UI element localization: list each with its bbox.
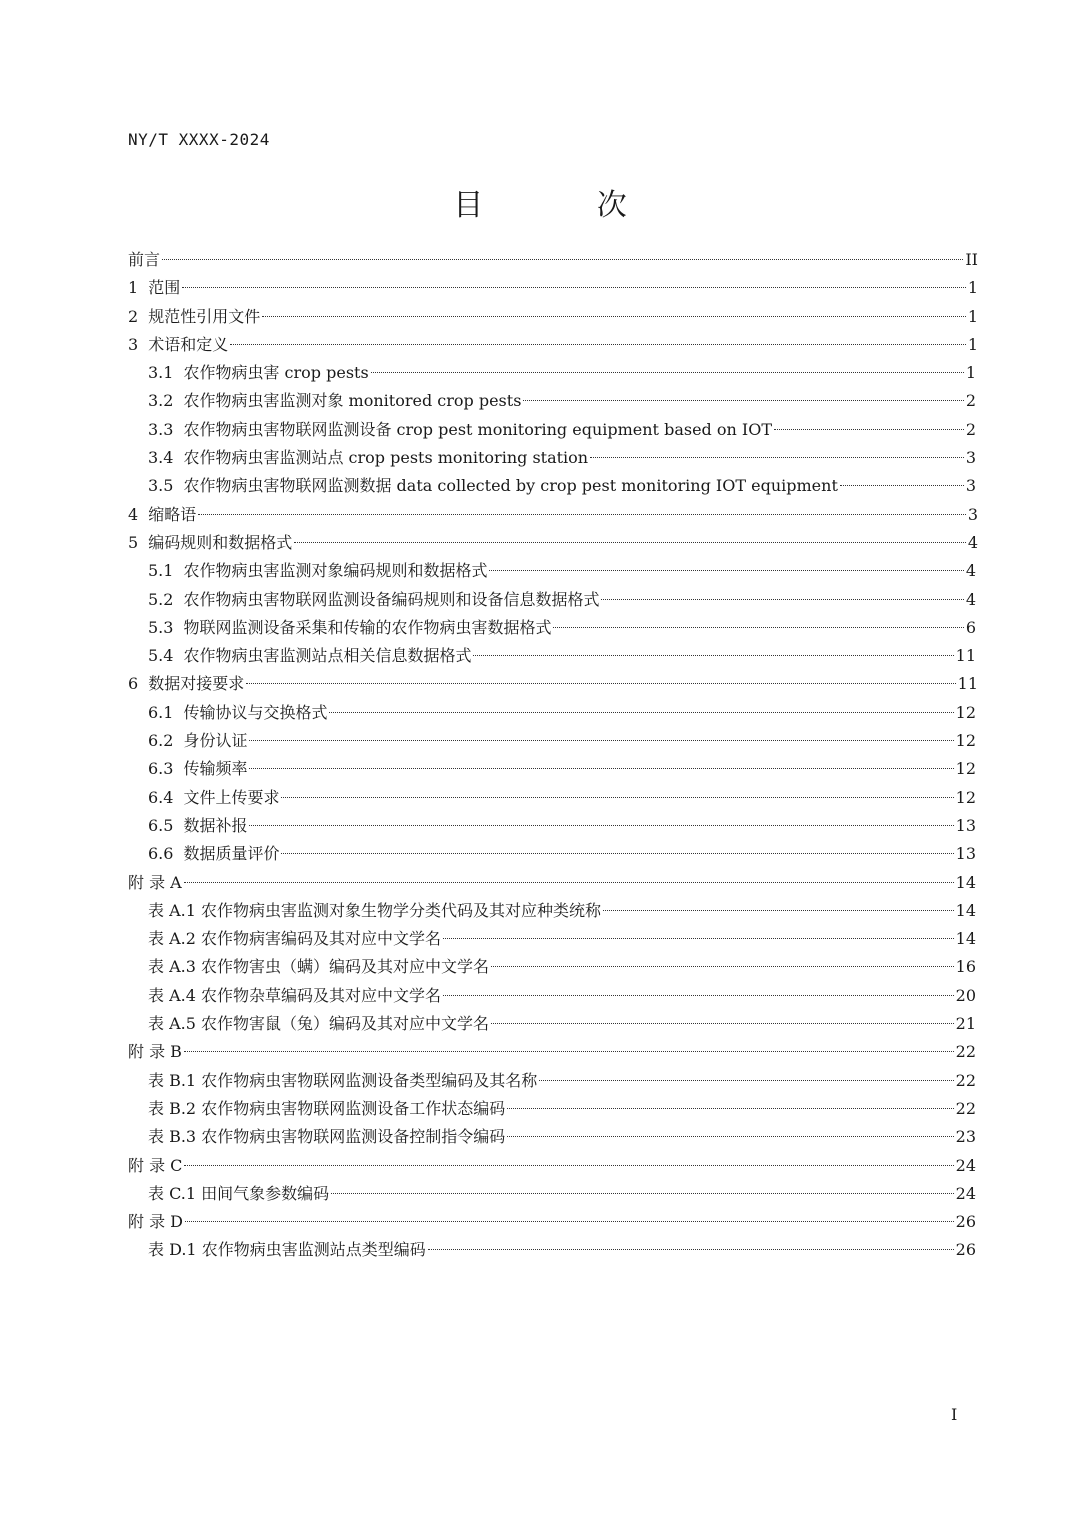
toc-entry-text: 缩略语 — [148, 504, 197, 524]
toc-entry-page: 4 — [967, 532, 978, 552]
toc-entry[interactable] — [128, 501, 978, 529]
dot-leader — [249, 740, 953, 741]
toc-entry[interactable] — [128, 1038, 978, 1066]
toc-entry[interactable] — [128, 614, 978, 642]
toc-entry-text: 农作物病虫害物联网监测数据 data collected by crop pest monitoring IOT equipment — [183, 476, 838, 496]
toc-entry-text: 农作物病虫害监测站点 crop pests monitoring station — [183, 448, 589, 468]
toc-entry-label — [148, 925, 441, 953]
toc-entry-number: 6.1 — [148, 702, 174, 722]
toc-entry-text: 农作物病虫害 crop pests — [183, 363, 369, 383]
toc-entry[interactable] — [128, 557, 978, 585]
toc-entry-page: 26 — [955, 1212, 976, 1232]
toc-entry-number: 6.5 — [148, 815, 174, 835]
dot-leader — [249, 825, 953, 826]
toc-entry[interactable] — [128, 755, 978, 783]
toc-entry-label — [128, 529, 292, 557]
toc-entry[interactable] — [128, 670, 978, 698]
toc-entry-text: 表 D.1 农作物病虫害监测站点类型编码 — [148, 1240, 426, 1260]
dot-leader — [329, 712, 953, 713]
toc-entry-text: 数据补报 — [183, 815, 248, 835]
toc-entry-label — [128, 274, 180, 302]
toc-entry-number: 5 — [128, 532, 139, 552]
toc-entry-page: II — [965, 250, 978, 269]
toc-entry[interactable] — [128, 1236, 978, 1264]
toc-entry[interactable] — [128, 812, 978, 840]
toc-entry-page: 23 — [955, 1127, 976, 1147]
dot-leader — [185, 1221, 954, 1222]
toc-entry-label — [148, 359, 369, 387]
dot-leader — [428, 1249, 954, 1250]
toc-entry-label — [148, 1236, 426, 1264]
toc-entry-label — [128, 1208, 183, 1236]
toc-entry[interactable] — [128, 529, 978, 557]
toc-entry-page: 11 — [957, 674, 978, 694]
dot-leader — [774, 429, 964, 430]
toc-entry-number: 2 — [128, 306, 139, 326]
toc-entry-text: 表 B.2 农作物病虫害物联网监测设备工作状态编码 — [148, 1098, 506, 1118]
toc-entry-page: 3 — [967, 504, 978, 524]
dot-leader — [230, 344, 966, 345]
toc-entry-number: 6 — [128, 674, 139, 694]
toc-entry-page: 3 — [965, 448, 976, 468]
toc-entry-text: 身份认证 — [183, 731, 248, 751]
toc-entry-label — [128, 303, 260, 331]
toc-entry[interactable] — [128, 416, 978, 444]
toc-entry[interactable] — [128, 953, 978, 981]
toc-entry-text: 农作物病虫害监测站点相关信息数据格式 — [183, 646, 472, 666]
toc-entry-label — [148, 982, 441, 1010]
toc-entry-label — [148, 586, 599, 614]
dot-leader — [281, 853, 953, 854]
toc-entry-text: 农作物病虫害物联网监测设备 crop pest monitoring equipment based on IOT — [183, 419, 772, 439]
toc-entry[interactable] — [128, 586, 978, 614]
toc-entry-text: 附 录 D — [128, 1212, 184, 1232]
dot-leader — [601, 599, 963, 600]
toc-entry-text: 范围 — [148, 278, 181, 298]
dot-leader — [590, 457, 964, 458]
toc-entry-label — [148, 387, 521, 415]
toc-entry-text: 前言 — [128, 250, 161, 269]
toc-entry-text: 农作物病虫害监测对象编码规则和数据格式 — [183, 561, 488, 581]
dot-leader — [371, 372, 964, 373]
toc-entry-page: 16 — [955, 957, 976, 977]
toc-entry-page: 11 — [955, 646, 976, 666]
toc-entry-label — [148, 699, 327, 727]
toc-entry-page: 26 — [955, 1240, 976, 1260]
toc-entry-page: 3 — [965, 476, 976, 496]
page-number: I — [951, 1405, 958, 1424]
toc-entry-page: 1 — [967, 306, 978, 326]
dot-leader — [473, 655, 953, 656]
toc-entry-text: 表 B.3 农作物病虫害物联网监测设备控制指令编码 — [148, 1127, 506, 1147]
toc-entry-label — [128, 1038, 182, 1066]
toc-entry-page: 14 — [955, 929, 976, 949]
toc-entry-text: 术语和定义 — [148, 334, 229, 354]
toc-entry-label — [148, 784, 279, 812]
toc-entry-label — [128, 331, 228, 359]
toc-entry[interactable] — [128, 784, 978, 812]
toc-entry[interactable] — [128, 359, 978, 387]
toc-entry[interactable] — [128, 869, 978, 897]
toc-entry-page: 12 — [955, 787, 976, 807]
standard-code: NY/T XXXX-2024 — [128, 130, 270, 149]
toc-entry-label — [148, 812, 247, 840]
toc-entry[interactable] — [128, 246, 978, 274]
toc-entry-page: 14 — [955, 900, 976, 920]
dot-leader — [491, 1023, 954, 1024]
dot-leader — [281, 797, 953, 798]
toc-entry-label — [148, 897, 601, 925]
toc-entry-label — [148, 755, 247, 783]
toc-entry-text: 表 A.2 农作物病害编码及其对应中文学名 — [148, 929, 441, 949]
dot-leader — [331, 1193, 954, 1194]
toc-entry-text: 附 录 A — [128, 872, 182, 892]
toc-entry[interactable] — [128, 727, 978, 755]
toc-entry[interactable] — [128, 303, 978, 331]
toc-entry-page: 13 — [955, 815, 976, 835]
toc-entry-page: 20 — [955, 985, 976, 1005]
dot-leader — [182, 287, 966, 288]
toc-entry-label — [148, 953, 489, 981]
toc-entry-number: 5.1 — [148, 561, 174, 581]
dot-leader — [507, 1136, 953, 1137]
toc-entry-page: 13 — [955, 844, 976, 864]
dot-leader — [539, 1080, 953, 1081]
toc-entry-page: 1 — [965, 363, 976, 383]
toc-entry-number: 3.2 — [148, 391, 174, 411]
toc-entry-number: 6.2 — [148, 731, 174, 751]
toc-entry[interactable] — [128, 387, 978, 415]
toc-entry-label — [148, 614, 551, 642]
toc-entry-label — [128, 501, 196, 529]
toc-entry-text: 农作物病虫害监测对象 monitored crop pests — [183, 391, 522, 411]
toc-entry-label — [148, 444, 588, 472]
toc-entry-label — [148, 557, 487, 585]
dot-leader — [294, 542, 966, 543]
toc-entry[interactable] — [128, 1180, 978, 1208]
toc-entry-text: 表 A.4 农作物杂草编码及其对应中文学名 — [148, 985, 441, 1005]
dot-leader — [162, 259, 963, 260]
toc-entry-page: 22 — [955, 1070, 976, 1090]
toc-entry-page: 22 — [955, 1042, 976, 1062]
toc-entry-page: 1 — [967, 334, 978, 354]
toc-entry[interactable] — [128, 1208, 978, 1236]
toc-entry-text: 表 C.1 田间气象参数编码 — [148, 1183, 330, 1203]
toc-entry-text: 数据质量评价 — [183, 844, 280, 864]
toc-entry-number: 5.4 — [148, 646, 174, 666]
toc-entry-page: 2 — [965, 419, 976, 439]
dot-leader — [184, 1165, 953, 1166]
toc-entry-label — [148, 472, 838, 500]
dot-leader — [184, 1051, 954, 1052]
toc-entry-text: 附 录 C — [128, 1155, 183, 1175]
toc-entry-number: 4 — [128, 504, 139, 524]
toc-entry-label — [128, 869, 182, 897]
dot-leader — [246, 683, 955, 684]
dot-leader — [489, 570, 963, 571]
toc-entry-text: 文件上传要求 — [183, 787, 280, 807]
toc-title: 目 次 — [453, 188, 679, 223]
toc-entry-number: 3.4 — [148, 448, 174, 468]
toc-entry-number: 3.3 — [148, 419, 174, 439]
toc-entry-page: 22 — [955, 1098, 976, 1118]
toc-entry-label — [148, 1180, 329, 1208]
toc-entry[interactable] — [128, 1067, 978, 1095]
toc-entry-text: 农作物病虫害物联网监测设备编码规则和设备信息数据格式 — [183, 589, 600, 609]
toc-entry-label — [128, 246, 160, 274]
toc-entry-page: 24 — [955, 1183, 976, 1203]
dot-leader — [507, 1108, 953, 1109]
toc-entry[interactable] — [128, 1152, 978, 1180]
toc-entry-page: 24 — [955, 1155, 976, 1175]
toc-entry[interactable] — [128, 472, 978, 500]
toc-entry[interactable] — [128, 1095, 978, 1123]
toc-entry-text: 表 A.3 农作物害虫（螨）编码及其对应中文学名 — [148, 957, 489, 977]
dot-leader — [198, 514, 966, 515]
toc-entry-number: 3.1 — [148, 363, 174, 383]
toc-entry-page: 1 — [967, 278, 978, 298]
toc-entry[interactable] — [128, 444, 978, 472]
toc-entry-text: 传输频率 — [183, 759, 248, 779]
dot-leader — [184, 882, 954, 883]
toc-entry-number: 3 — [128, 334, 139, 354]
toc-entry-text: 数据对接要求 — [148, 674, 245, 694]
toc-entry-label — [128, 1152, 182, 1180]
toc-entry[interactable] — [128, 840, 978, 868]
dot-leader — [443, 938, 954, 939]
toc-entry-number: 6.6 — [148, 844, 174, 864]
toc-entry-label — [148, 416, 772, 444]
toc-entry-text: 编码规则和数据格式 — [148, 532, 293, 552]
toc-entry[interactable] — [128, 331, 978, 359]
toc-entry-label — [148, 840, 279, 868]
toc-entry-label — [128, 670, 244, 698]
toc-entry-page: 6 — [965, 617, 976, 637]
dot-leader — [523, 400, 963, 401]
toc-entry[interactable] — [128, 642, 978, 670]
toc-entry-page: 12 — [955, 759, 976, 779]
dot-leader — [553, 627, 963, 628]
toc-entry-text: 传输协议与交换格式 — [183, 702, 328, 722]
dot-leader — [443, 995, 954, 996]
dot-leader — [603, 910, 954, 911]
dot-leader — [249, 768, 953, 769]
toc-entry[interactable] — [128, 897, 978, 925]
toc-entry-page: 14 — [955, 872, 976, 892]
toc-entry-number: 5.2 — [148, 589, 174, 609]
toc-entry[interactable] — [128, 1010, 978, 1038]
toc-entry[interactable] — [128, 699, 978, 727]
toc-entry-label — [148, 1067, 537, 1095]
toc-entry-page: 12 — [955, 702, 976, 722]
toc-entry-number: 1 — [128, 278, 139, 298]
toc-entry-page: 4 — [965, 589, 976, 609]
toc-entry-text: 规范性引用文件 — [148, 306, 261, 326]
toc-entry[interactable] — [128, 982, 978, 1010]
toc-entry[interactable] — [128, 274, 978, 302]
toc-entry-label — [148, 1010, 489, 1038]
toc-entry-page: 2 — [965, 391, 976, 411]
toc-entry-number: 6.4 — [148, 787, 174, 807]
toc-entry-text: 表 B.1 农作物病虫害物联网监测设备类型编码及其名称 — [148, 1070, 538, 1090]
toc-entry-number: 3.5 — [148, 476, 174, 496]
toc-entry[interactable] — [128, 925, 978, 953]
toc-entry-number: 5.3 — [148, 617, 174, 637]
toc-entry-label — [148, 1123, 505, 1151]
toc-entry-page: 21 — [955, 1014, 976, 1034]
toc-entry-label — [148, 1095, 505, 1123]
dot-leader — [840, 485, 964, 486]
toc-entry-text: 表 A.1 农作物病虫害监测对象生物学分类代码及其对应种类统称 — [148, 900, 601, 920]
toc-entry-label — [148, 727, 247, 755]
toc-entry[interactable] — [128, 1123, 978, 1151]
toc-entry-number: 6.3 — [148, 759, 174, 779]
dot-leader — [262, 316, 966, 317]
toc-entry-text: 表 A.5 农作物害鼠（兔）编码及其对应中文学名 — [148, 1014, 489, 1034]
toc-entry-text: 物联网监测设备采集和传输的农作物病虫害数据格式 — [183, 617, 552, 637]
dot-leader — [491, 966, 954, 967]
table-of-contents — [128, 246, 978, 1265]
toc-entry-label — [148, 642, 471, 670]
toc-entry-page: 4 — [965, 561, 976, 581]
toc-entry-page: 12 — [955, 731, 976, 751]
toc-entry-text: 附 录 B — [128, 1042, 182, 1062]
